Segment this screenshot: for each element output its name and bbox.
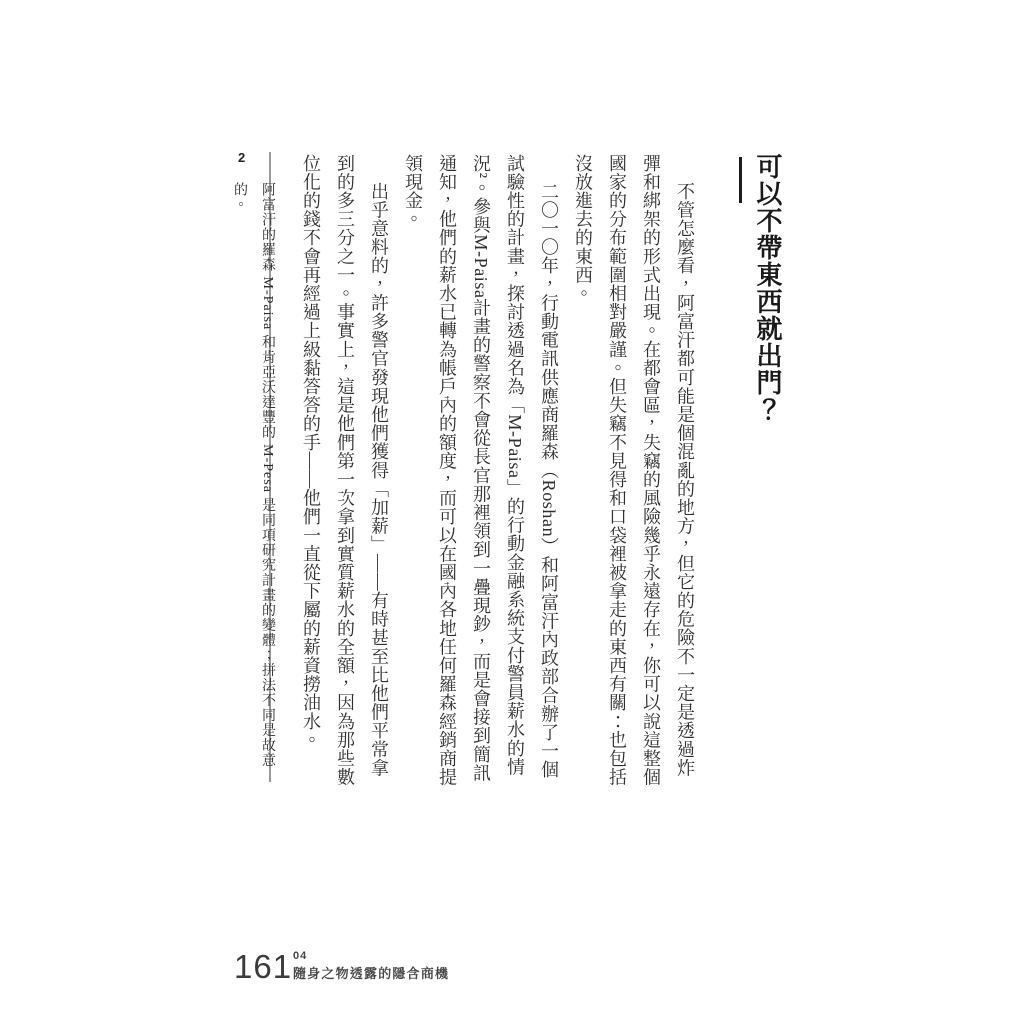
page-number: 161	[234, 948, 293, 985]
title-leading-rule	[739, 157, 742, 203]
section-title: 可以不帶東西就出門？	[753, 153, 783, 423]
footnote-number: 2	[238, 150, 246, 165]
chapter-title: 隨身之物透露的隱含商機	[293, 966, 450, 981]
body-paragraph: 二〇一〇年，行動電訊供應商羅森（Roshan）和阿富汗內政部合辦了一個試驗性的計畫，探討透過名為「M-Paisa」的行動金融系統支付警員薪水的情況²。參與M-Paisa計畫的警察不會從長官那裡領到一疊現鈔，而是會接到簡訊通知，他們的薪水已轉為帳戶內的額度，而可以在國內各地任何羅森經銷商提領現金。	[403, 154, 559, 787]
chapter-block	[293, 950, 449, 982]
body-text-block	[301, 154, 702, 790]
chapter-number: 04	[293, 950, 308, 962]
body-paragraph: 不管怎麼看，阿富汗都可能是個混亂的地方，但它的危險不一定是透過炸彈和綁架的形式出現。在都會區，失竊的風險幾乎永遠存在，你可以說這整個國家的分布範圍相對嚴謹。但失竊不見得和口袋裡被拿走的東西有關：也包括沒放進去的東西。	[573, 154, 695, 787]
footnote-text: 阿富汗的羅森 M-Paisa 和肯亞沃達豐的 M-Pesa 是同項研究計畫的變體；拼法不同是故意的。	[232, 182, 275, 768]
body-paragraph: 出乎意料的，許多警官發現他們獲得「加薪」——有時甚至比他們平常拿到的多三分之一。事實上，這是他們第一次拿到實質薪水的全額，因為那些數位化的錢不會再經過上級黏答答的手——他們一直從下屬的薪資撈油水。	[301, 154, 389, 787]
